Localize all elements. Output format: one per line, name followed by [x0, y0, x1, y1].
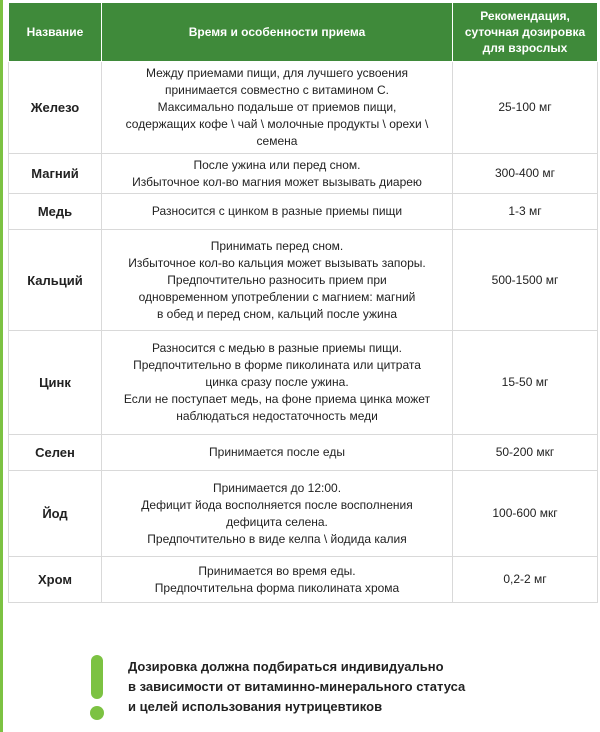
- row-name: Медь: [9, 194, 102, 230]
- row-dose: 50-200 мкг: [453, 435, 598, 471]
- row-time: Между приемами пищи, для лучшего усвоения принимается совместно с витамином С. Максимально подальше от приемов пищи, содержащих кофе \ чай \ молочные продукты \ орехи \ семена: [102, 62, 453, 154]
- row-name: Селен: [9, 435, 102, 471]
- row-time: Принимается во время еды. Предпочтительна форма пиколината хрома: [102, 557, 453, 603]
- row-dose: 500-1500 мг: [453, 230, 598, 331]
- supplement-table: [8, 2, 598, 603]
- row-time: После ужина или перед сном. Избыточное кол-во магния может вызывать диарею: [102, 154, 453, 194]
- table-row: [9, 471, 598, 557]
- row-time: Принимается после еды: [102, 435, 453, 471]
- header-dose: Рекомендация, суточная дозировка для взрослых: [453, 3, 598, 62]
- row-name: Йод: [9, 471, 102, 557]
- row-dose: 100-600 мкг: [453, 471, 598, 557]
- row-dose: 1-3 мг: [453, 194, 598, 230]
- table-row: [9, 435, 598, 471]
- row-time: Разносится с цинком в разные приемы пищи: [102, 194, 453, 230]
- left-accent-strip: [0, 0, 3, 732]
- row-dose: 0,2-2 мг: [453, 557, 598, 603]
- table-row: [9, 154, 598, 194]
- row-name: Хром: [9, 557, 102, 603]
- row-time: Принимается до 12:00. Дефицит йода восполняется после восполнения дефицита селена. Предпочтительно в виде келпа \ йодида калия: [102, 471, 453, 557]
- row-time: Принимать перед сном. Избыточное кол-во кальция может вызывать запоры. Предпочтительно разносить прием при одновременном употреблении с магнием: магний в обед и перед сном, кальций после ужина: [102, 230, 453, 331]
- row-dose: 25-100 мг: [453, 62, 598, 154]
- dosage-note: [128, 657, 600, 717]
- row-name: Магний: [9, 154, 102, 194]
- header-time: Время и особенности приема: [102, 3, 453, 62]
- row-dose: 300-400 мг: [453, 154, 598, 194]
- exclamation-icon: [88, 655, 106, 721]
- table-header-row: [9, 3, 598, 62]
- row-dose: 15-50 мг: [453, 331, 598, 435]
- row-name: Кальций: [9, 230, 102, 331]
- table-row: [9, 557, 598, 603]
- table-row: [9, 194, 598, 230]
- row-name: Железо: [9, 62, 102, 154]
- row-time: Разносится с медью в разные приемы пищи. Предпочтительно в форме пиколината или цитрата цинка сразу после ужина. Если не поступает медь, на фоне приема цинка может наблюдаться недостаточность меди: [102, 331, 453, 435]
- header-name: Название: [9, 3, 102, 62]
- table-row: [9, 230, 598, 331]
- table-row: [9, 331, 598, 435]
- table-row: [9, 62, 598, 154]
- dosage-note-text: Дозировка должна подбираться индивидуально в зависимости от витаминно-минерального статуса и целей использования нутрицевтиков: [128, 659, 466, 714]
- row-name: Цинк: [9, 331, 102, 435]
